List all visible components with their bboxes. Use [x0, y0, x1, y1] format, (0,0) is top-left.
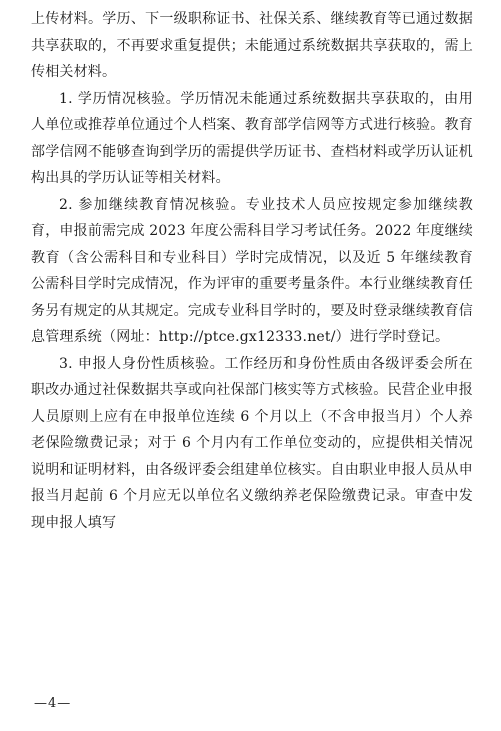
paragraph-identity-verification: 3. 申报人身份性质核验。工作经历和身份性质由各级评委会所在职改办通过社保数据共享或向社保部门核实等方式核验。民营企业申报人员原则上应有在申报单位连续 6 个月以上（不含申报当月）个人养老保险缴费记录；对于 6 个月内有工作单位变动的，应提供相关情况说明和证明材料，由各级评委会组建单位核实。自由职业申报人员从申报当月起前 6 个月应无以单位名义缴纳养老保险缴费记录。审查中发现申报人填写 — [31, 355, 473, 531]
paragraph-continuation: 上传材料。学历、下一级职称证书、社保关系、继续教育等已通过数据共享获取的，不再要求重复提供；未能通过系统数据共享获取的，需上传相关材料。 — [31, 11, 473, 80]
paragraph-education-verification: 1. 学历情况核验。学历情况未能通过系统数据共享获取的，由用人单位或推荐单位通过个人档案、教育部学信网等方式进行核验。教育部学信网不能够查询到学历的需提供学历证书、查档材料或学历认证机构出具的学历认证等相关材料。 — [31, 90, 473, 186]
page-number: —4— — [34, 696, 72, 711]
paragraph-continuing-education: 2. 参加继续教育情况核验。专业技术人员应按规定参加继续教育，申报前需完成 2023 年度公需科目学习考试任务。2022 年度继续教育（含公需科目和专业科目）学时完成情况，以及近 5 年继续教育公需科目学时完成情况，作为评审的重要考量条件。本行业继续教育任务另有规定的从其规定。完成专业科目学时的，要及时登录继续教育信息管理系统（网址：http://ptce.gx12333.net/）进行学时登记。 — [31, 196, 473, 345]
document-body — [31, 6, 473, 536]
